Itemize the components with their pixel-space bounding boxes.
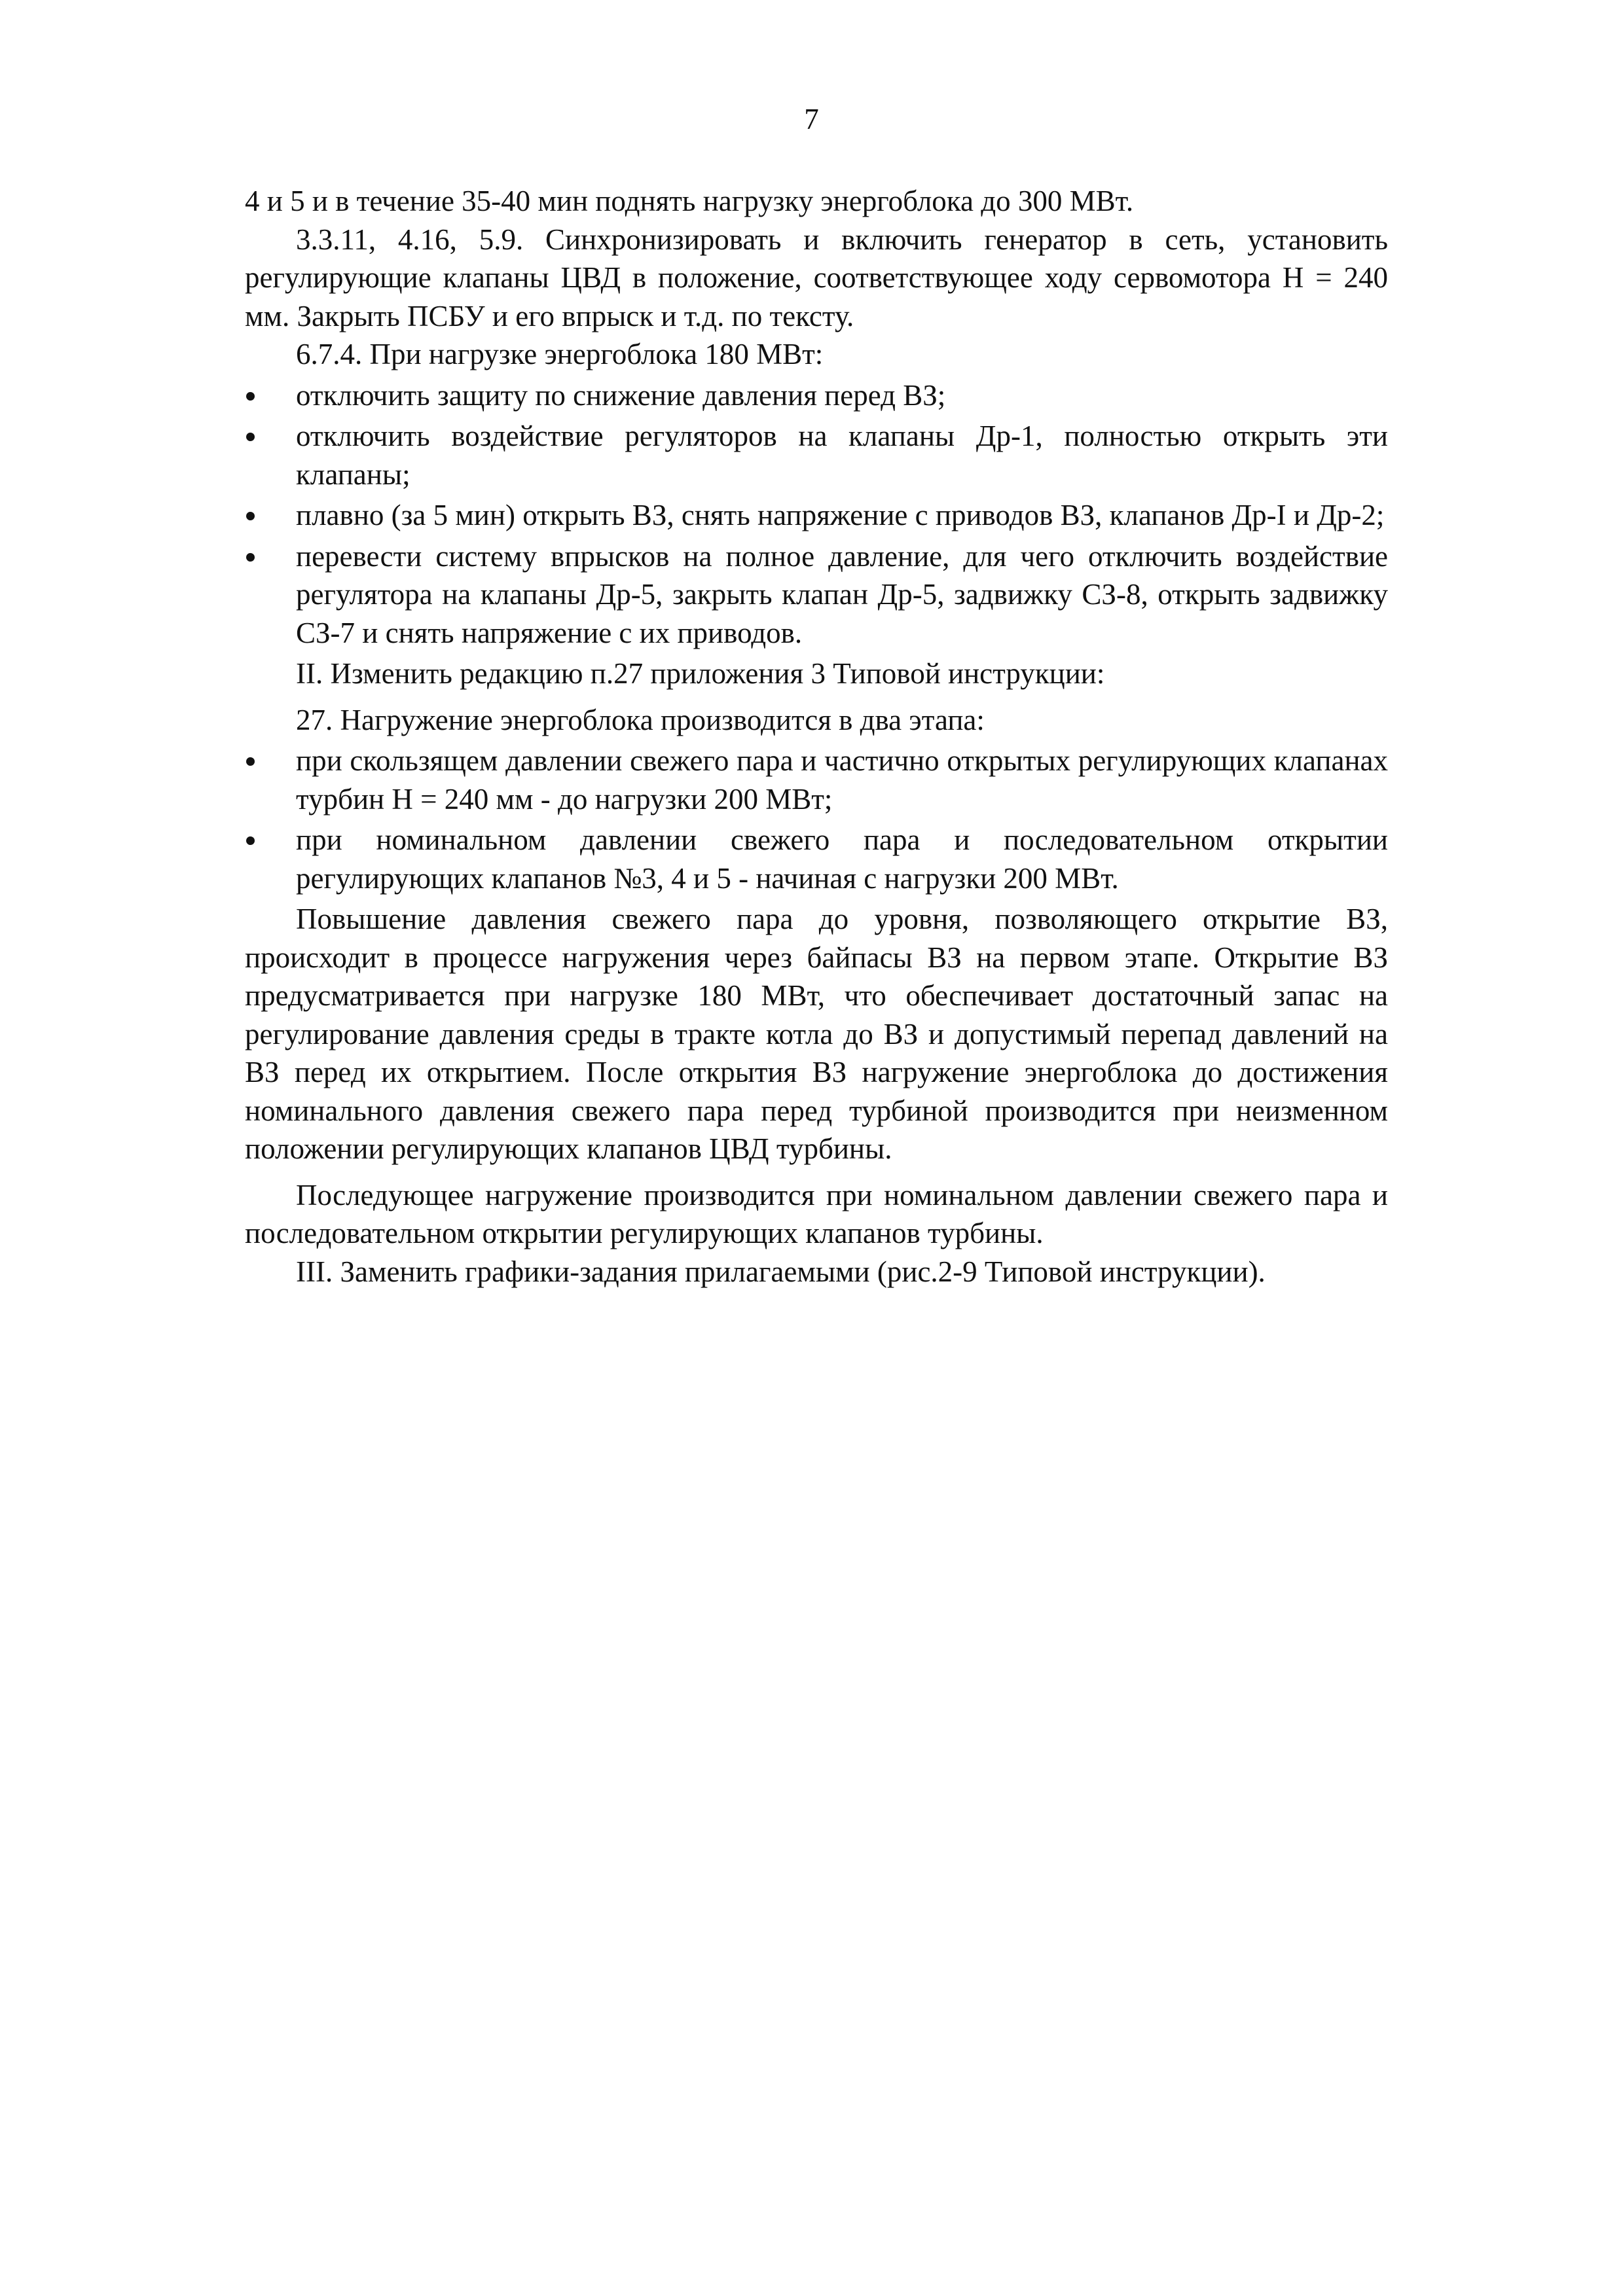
list-item-text: плавно (за 5 мин) открыть ВЗ, снять напряжение с приводов ВЗ, клапанов Др-I и Др-2; (296, 499, 1385, 531)
document-body (245, 182, 1388, 1291)
paragraph-6-7-4: 6.7.4. При нагрузке энергоблока 180 МВт: (296, 338, 824, 370)
list-item (245, 496, 1388, 535)
list-item (245, 821, 1388, 897)
paragraph-pressure-increase: Повышение давления свежего пара до уровня, позволяющего открытие ВЗ, происходит в процессе нагружения через байпасы ВЗ на первом этапе. Открытие ВЗ предусматривается при нагрузке 180 МВт, что обеспечивает достаточный запас на регулирование давления среды в тракте котла до ВЗ и допустимый перепад давлений на ВЗ перед их открытием. После открытия ВЗ нагружение энергоблока до достижения номинального давления свежего пара перед турбиной производится при неизменном положении регулирующих клапанов ЦВД турбины. (245, 903, 1388, 1165)
list-item (245, 417, 1388, 493)
list-item-text: при скользящем давлении свежего пара и частично открытых регулирующих клапанах турбин Н = 240 мм - до нагрузки 200 МВт; (296, 744, 1388, 816)
list-item-text: отключить воздействие регуляторов на клапаны Др-1, полностью открыть эти клапаны; (296, 420, 1388, 491)
bullet-list-27 (245, 742, 1388, 897)
bullet-icon (246, 757, 255, 766)
paragraph-3-3-11: 3.3.11, 4.16, 5.9. Синхронизировать и включить генератор в сеть, установить регулирующие клапаны ЦВД в положение, соответствующее ходу сервомотора Н = 240 мм. Закрыть ПСБУ и его впрыск и т.д. по тексту. (245, 223, 1388, 332)
list-item-text: при номинальном давлении свежего пара и последовательном открытии регулирующих клапанов №3, 4 и 5 - начиная с нагрузки 200 МВт. (296, 823, 1388, 895)
bullet-list-6-7-4 (245, 376, 1388, 653)
paragraph-27: 27. Нагружение энергоблока производится в два этапа: (296, 703, 985, 736)
bullet-icon (246, 553, 255, 562)
list-item (245, 742, 1388, 818)
paragraph-subsequent-loading: Последующее нагружение производится при номинальном давлении свежего пара и последовательном открытии регулирующих клапанов турбины. (245, 1178, 1388, 1249)
list-item (245, 376, 1388, 415)
bullet-icon (246, 433, 255, 441)
paragraph-section-ii: II. Изменить редакцию п.27 приложения 3 Типовой инструкции: (296, 657, 1105, 690)
bullet-icon (246, 512, 255, 520)
list-item-text: перевести систему впрысков на полное давление, для чего отключить воздействие регулятора на клапаны Др-5, закрыть клапан Др-5, задвижку СЗ-8, открыть задвижку СЗ-7 и снять напряжение с их приводов. (296, 539, 1388, 649)
page-number: 7 (804, 103, 819, 135)
paragraph-section-iii: III. Заменить графики-задания прилагаемыми (рис.2-9 Типовой инструкции). (296, 1255, 1266, 1288)
paragraph-continuation: 4 и 5 и в течение 35-40 мин поднять нагрузку энергоблока до 300 МВт. (245, 185, 1134, 217)
bullet-icon (246, 836, 255, 845)
list-item (245, 537, 1388, 653)
bullet-icon (246, 392, 255, 401)
list-item-text: отключить защиту по снижение давления перед ВЗ; (296, 378, 946, 412)
